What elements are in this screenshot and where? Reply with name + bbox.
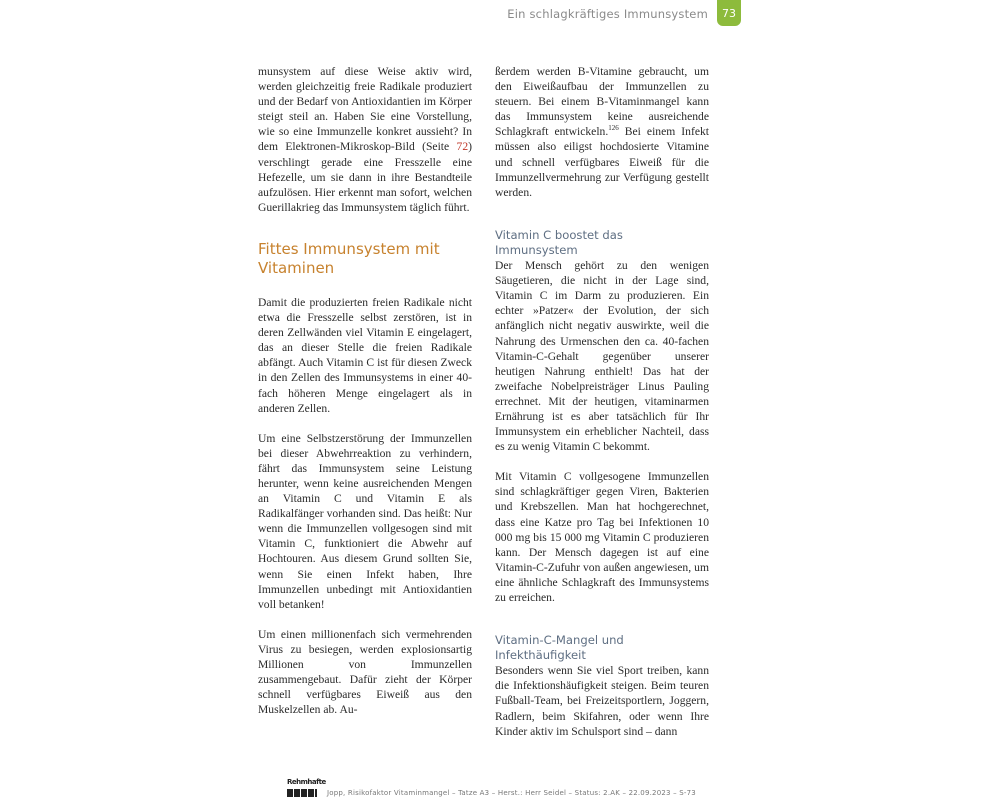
paragraph <box>495 64 709 200</box>
page-reference-link[interactable]: 72 <box>456 140 469 154</box>
spacer <box>495 605 709 633</box>
left-column <box>258 64 472 717</box>
printer-logo-bar <box>287 789 317 797</box>
printer-logo-text: Rehmhafte <box>287 778 326 786</box>
paragraph: Mit Vitamin C vollgesogene Immunzellen sind schlagkräftiger gegen Viren, Bakterien und Krebszellen. Man hat hochgerechnet, dass eine Katze pro Tag bei Infektionen 10 000 mg bis 15 000 mg Vitamin C produzieren kann. Der Mensch dagegen ist auf eine Vitamin-C-Zufuhr von außen angewiesen, um eine ähnliche Schlagkraft des Immunsystems zu erreichen. <box>495 470 709 604</box>
section-heading: Fittes Immunsystem mit Vitaminen <box>258 239 440 278</box>
paragraph: Damit die produzierten freien Radikale nicht etwa die Fresszelle selbst zerstören, ist in deren Zellwänden viel Vitamin E eingelagert, das an dieser Stelle die freien Radikale abfängt. Auch Vitamin C ist für diesen Zweck in den Zellen des Immunsystems in einer 40-fach höheren Menge eingelagert als in anderen Zellen. <box>258 295 472 415</box>
spacer <box>495 200 709 228</box>
paragraph-text: ) verschlingt gerade eine Fresszelle eine Hefezelle, um sie dann in ihre Bestandteile aufzulösen. Hier erkennt man sofort, welchen Guerillakrieg das Immunsystem täglich führt. <box>258 140 472 214</box>
footnote-reference[interactable]: 126 <box>608 124 619 133</box>
paragraph-text: munsystem auf diese Weise aktiv wird, werden gleichzeitig freie Radikale produziert und der Bedarf von Antioxidantien im Körper steigt steil an. Haben Sie eine Vorstellung, wie so eine Immunzelle konkret aussieht? In dem Elektronen-Mikroskop-Bild (Seite <box>258 65 472 154</box>
spacer <box>258 279 472 295</box>
subsection-heading: Vitamin-C-Mangel und Infekthäufigkeit <box>495 633 624 663</box>
spacer <box>495 454 709 469</box>
paragraph: Der Mensch gehört zu den wenigen Säugetieren, die nicht in der Lage sind, Vitamin C im Darm zu produzieren. Ein echter »Patzer« der Evolution, der sich anfänglich nicht negativ auswirkte, weil die Nahrung des Urmenschen den ca. 40-fachen Vitamin-C-Gehalt gegenüber unserer heutigen Nahrung enthielt! Das hat der zweifache Nobelpreisträger Linus Pauling errechnet. Mit der heutigen, vitaminarmen Ernährung ist es aber tatsächlich für Ihr Immunsystem ein erheblicher Nachteil, dass es zu wenig Vitamin C bekommt. <box>495 259 709 454</box>
print-slug: Jopp, Risikofaktor Vitaminmangel – Tatze A3 – Herst.: Herr Seidel – Status: 2.AK – 22.09.2023 – S-73 <box>327 789 696 797</box>
subsection-heading: Vitamin C boostet das Immunsystem <box>495 227 623 257</box>
paragraph: Um einen millionenfach sich vermehrenden Virus zu besiegen, werden explosionsartig Millionen von Immunzellen zusammengebaut. Dafür zieht der Körper schnell verfügbares Eiweiß aus den Muskelzellen ab. Au- <box>258 627 472 717</box>
spacer <box>258 215 472 240</box>
spacer <box>258 416 472 431</box>
right-column <box>495 64 709 739</box>
spacer <box>258 612 472 627</box>
paragraph: Besonders wenn Sie viel Sport treiben, kann die Infektionshäufigkeit steigen. Beim teuren Fußball-Team, bei Freizeitsportlern, Joggern, Radlern, beim Skifahren, oder wenn Ihre Kinder aktiv im Schulsport sind – dann <box>495 664 709 738</box>
printer-logo <box>287 778 326 798</box>
page-number-badge: 73 <box>717 0 741 26</box>
paragraph-text: Bei einem Infekt müssen also eiligst hochdosierte Vitamine und schnell verfügbares Eiweiß für die Immunzellvermehrung zur Verfügung gestellt werden. <box>495 125 709 199</box>
paragraph: Um eine Selbstzerstörung der Immunzellen bei dieser Abwehrreaktion zu verhindern, fährt das Immunsystem seine Leistung herunter, wenn keine ausreichenden Mengen an Vitamin C und Vitamin E als Radikalfänger vorhanden sind. Das heißt: Nur wenn die Immunzellen vollgesogen sind mit Vitamin C, funktioniert die Abwehr auf Hochtouren. Aus diesem Grund sollten Sie, wenn Sie einen Infekt haben, Ihre Immunzellen unbedingt mit Antioxidantien voll betanken! <box>258 431 472 611</box>
running-head-title: Ein schlagkräftiges Immunsystem <box>507 7 708 21</box>
paragraph <box>258 64 472 215</box>
paragraph-text: ßerdem werden B-Vitamine gebraucht, um den Eiweißaufbau der Immunzellen zu steuern. Bei einem B-Vitaminmangel kann das Immunsystem keine ausreichende Schlagkraft entwickeln. <box>495 65 709 139</box>
